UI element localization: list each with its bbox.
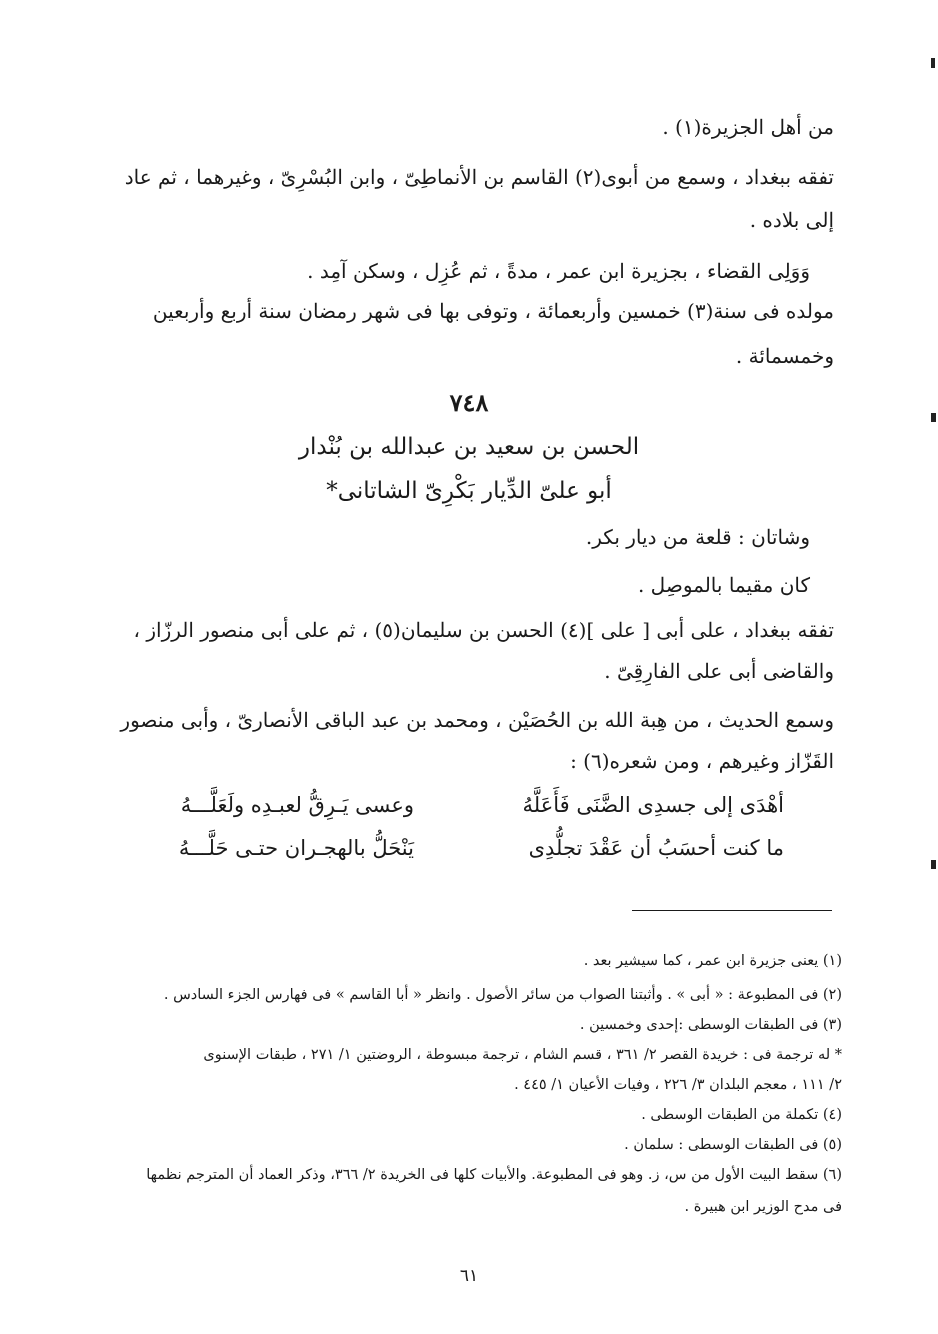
entry-number: ٧٤٨ [449, 388, 489, 417]
prev-entry-line-6: وخمسمائة . [735, 344, 834, 368]
footnote-1: (١) يعنى جزيرة ابن عمر ، كما سيشير بعد . [583, 953, 842, 969]
prev-entry-line-4: وَوَلِى القضاء ، بجزيرة ابن عمر ، مدةً ، ثم عُزِل ، وسكن آمِد . [307, 259, 810, 283]
footnote-2: (٢) فى المطبوعة : « أبى » . وأثبتنا الصواب من سائر الأصول . وانظر « أبا القاسم » فى فهارس الجزء السادس . [163, 987, 842, 1003]
entry-line-4: والقاضى أبى على الفارِقِىّ . [604, 659, 834, 683]
entry-line-5: وسمع الحديث ، من هِبة الله بن الحُصَيْن ، ومحمد بن عبد الباقى الأنصارىّ ، وأبى منصور [120, 708, 834, 732]
entry-line-3: تفقه ببغداد ، على أبى [ على ](٤) الحسن بن سليمان(٥) ، ثم على أبى منصور الرزّاز ، [133, 618, 834, 642]
prev-entry-line-5: مولده فى سنة(٣) خمسين وأربعمائة ، وتوفى بها فى شهر رمضان سنة أربع وأربعين [152, 299, 834, 323]
footnote-star-line-1: * له ترجمة فى : خريدة القصر ٢/ ٣٦١ ، قسم الشام ، ترجمة مبسوطة ، الروضتين ١/ ٢٧١ ، طبقات الإسنوى [203, 1047, 842, 1063]
poem-verse-2-second-hemistich: يَنْحَلُّ بالهجـران حتـى حَلَّـــهُ [178, 836, 414, 860]
footnote-3: (٣) فى الطبقات الوسطى :إحدى وخمسين . [579, 1017, 842, 1033]
poem-verse-1-second-hemistich: وعسى يَـرِقُّ لعبـدِه ولَعَلَّـــهُ [180, 793, 414, 817]
prev-entry-line-1: من أهل الجزيرة(١) . [662, 115, 834, 139]
entry-kunya: أبو علىّ الدِّيار بَكْرِىّ الشاتانى* [326, 478, 612, 504]
entry-line-2: كان مقيما بالموصِل . [637, 573, 810, 597]
footnote-6-line-1: (٦) سقط البيت الأول من س، ز. وهو فى المطبوعة. والأبيات كلها فى الخريدة ٢/ ٣٦٦، وذكر العماد أن المترجم نظمها [146, 1167, 842, 1183]
entry-line-1: وشاتان : قلعة من ديار بكر. [585, 525, 810, 549]
entry-line-6: القَزّاز وغيرهم ، ومن شعره(٦) : [570, 749, 834, 773]
footnote-separator [632, 910, 832, 911]
margin-mark [931, 58, 935, 68]
margin-mark [931, 860, 936, 869]
footnote-6-line-2: فى مدح الوزير ابن هبيرة . [684, 1199, 842, 1215]
footnote-5: (٥) فى الطبقات الوسطى : سلمان . [624, 1137, 842, 1153]
prev-entry-line-2: تفقه ببغداد ، وسمع من أبوى(٢) القاسم بن الأنماطِىّ ، وابن البُسْرِىّ ، وغيرهما ، ثم عاد [124, 165, 834, 189]
poem-verse-2-first-hemistich: ما كنت أحسَبُ أن عَقْدَ تجلُّدِى [528, 836, 784, 860]
footnote-4: (٤) تكملة من الطبقات الوسطى . [641, 1107, 842, 1123]
prev-entry-line-3: إلى بلاده . [749, 208, 834, 232]
entry-name: الحسن بن سعيد بن عبدالله بن بُنْدار [298, 434, 640, 460]
footnote-star-line-2: ٢/ ١١١ ، معجم البلدان ٣/ ٢٢٦ ، وفيات الأعيان ١/ ٤٤٥ . [514, 1077, 842, 1093]
page-number: ٦١ [459, 1266, 479, 1286]
poem-verse-1-first-hemistich: أهْدَى إلى جسدِى الضَّنَى فَأَعَلَّهُ [522, 793, 784, 817]
